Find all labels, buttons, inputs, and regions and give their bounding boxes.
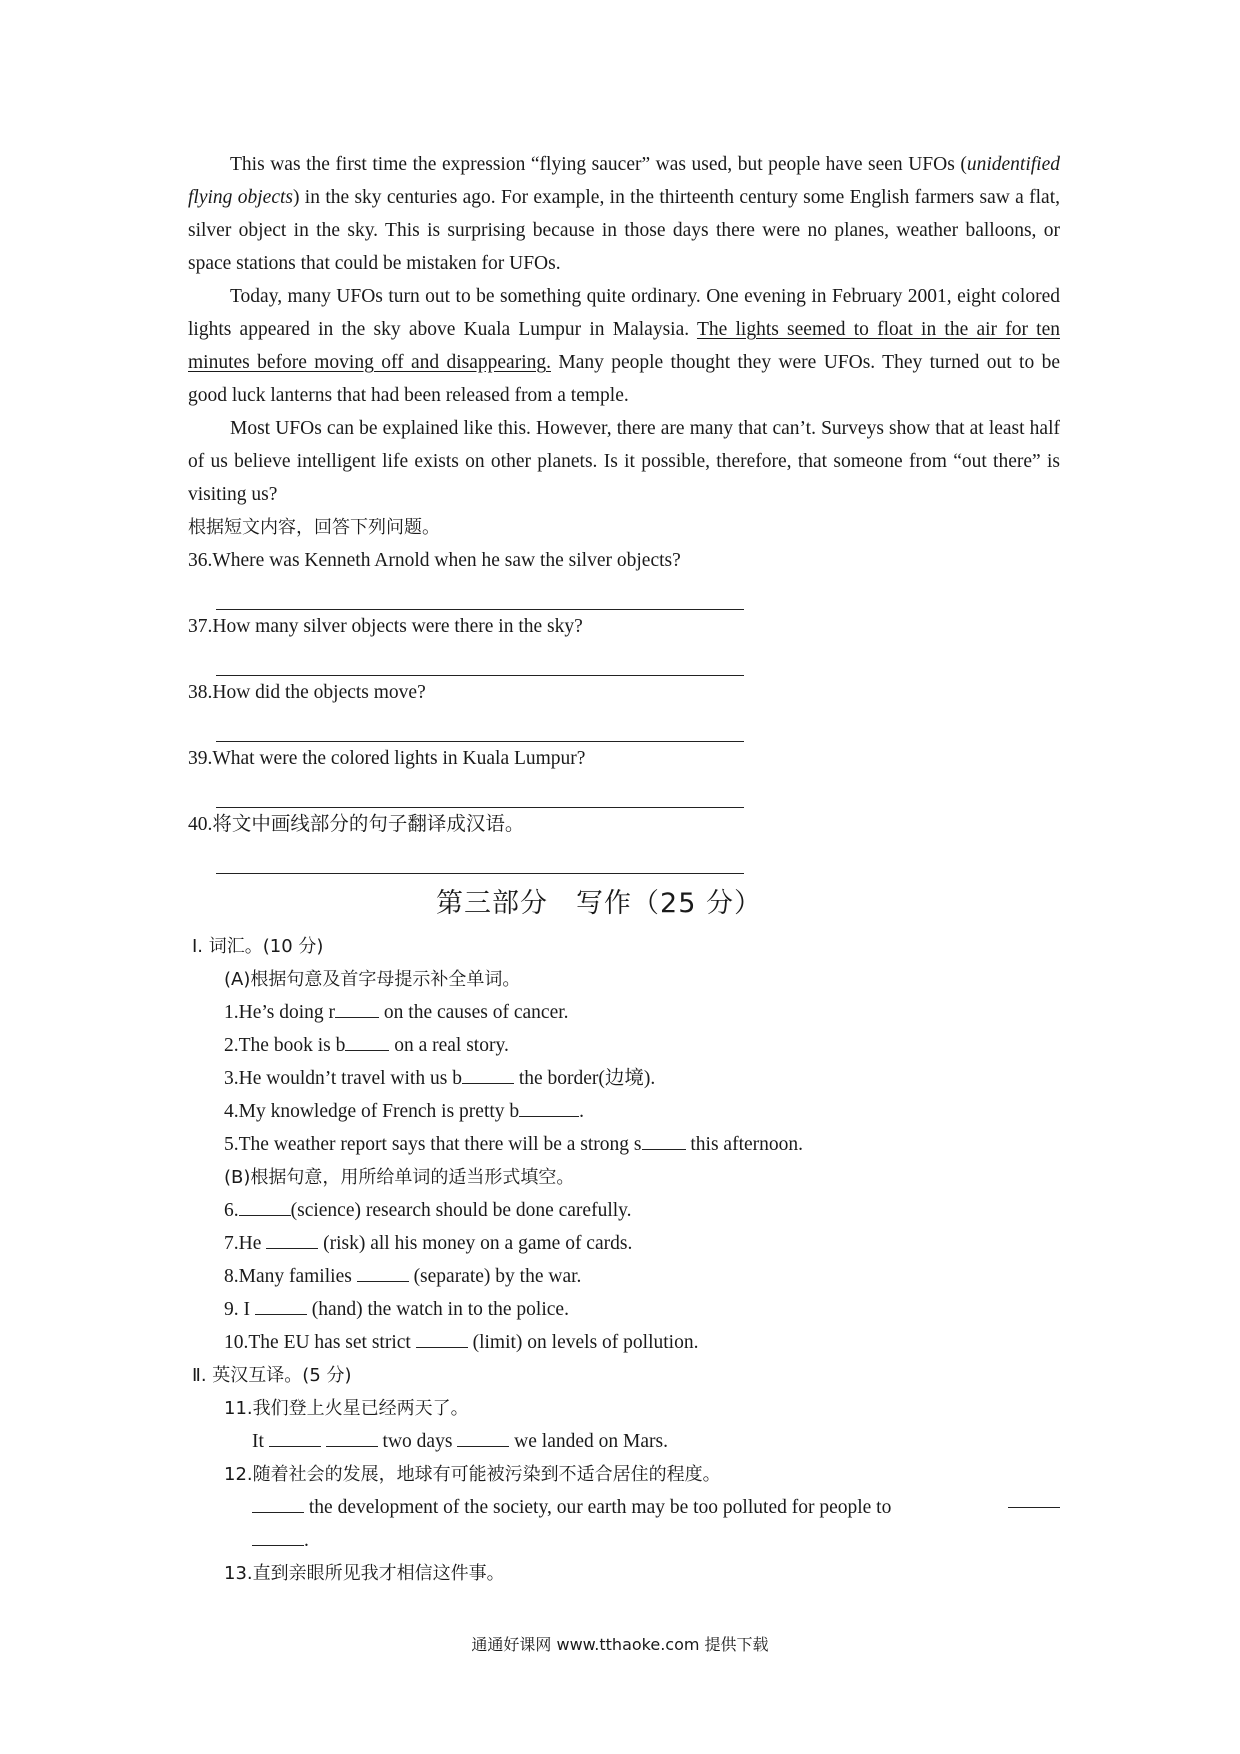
question-38: 38.How did the objects move? bbox=[188, 682, 426, 703]
vocab-item-9: 9. I (hand) the watch in to the police. bbox=[224, 1299, 569, 1320]
part1-b-heading: (B)根据句意，用所给单词的适当形式填空。 bbox=[224, 1167, 575, 1188]
vocab-item-4: 4.My knowledge of French is pretty b . bbox=[224, 1101, 585, 1122]
answer-line-36[interactable] bbox=[216, 577, 744, 610]
blank[interactable] bbox=[519, 1100, 579, 1117]
part1-a-heading: (A)根据句意及首字母提示补全单词。 bbox=[224, 969, 521, 990]
answer-line-40[interactable] bbox=[216, 841, 744, 874]
answer-line-38[interactable] bbox=[216, 709, 744, 742]
blank[interactable] bbox=[239, 1199, 291, 1216]
blank[interactable] bbox=[357, 1265, 409, 1282]
part1-heading: Ⅰ. 词汇。(10 分) bbox=[192, 936, 324, 957]
answer-line-39[interactable] bbox=[216, 775, 744, 808]
vocab-item-3: 3.He wouldn’t travel with us b the border(边境). bbox=[224, 1068, 656, 1089]
answer-line-37[interactable] bbox=[216, 643, 744, 676]
passage-paragraph-1: This was the first time the expression “flying saucer” was used, but people have seen UFOs (unidentified flying objects) in the sky centuries ago. For example, in the thirteenth century some English farmers saw a flat, silver object in the sky. This is surprising because in those days there were no planes, weather balloons, or space stations that could be mistaken for UFOs. bbox=[188, 154, 1060, 274]
vocab-item-7: 7.He (risk) all his money on a game of cards. bbox=[224, 1233, 633, 1254]
blank[interactable] bbox=[416, 1331, 468, 1348]
section-title: 第三部分 写作（25 分） bbox=[436, 888, 762, 919]
question-39: 39.What were the colored lights in Kuala Lumpur? bbox=[188, 748, 586, 769]
translation-item-11-en: It two days we landed on Mars. bbox=[252, 1431, 668, 1452]
vocab-item-5: 5.The weather report says that there will be a strong s this afternoon. bbox=[224, 1134, 804, 1155]
vocab-item-2: 2.The book is b on a real story. bbox=[224, 1035, 509, 1056]
vocab-item-6: 6. (science) research should be done carefully. bbox=[224, 1200, 632, 1221]
translation-item-12-cn: 12.随着社会的发展，地球有可能被污染到不适合居住的程度。 bbox=[224, 1464, 721, 1485]
footer-download-note: 通通好课网 www.tthaoke.com 提供下载 bbox=[471, 1635, 769, 1654]
blank[interactable] bbox=[642, 1133, 686, 1150]
translation-item-12-en-cont: . bbox=[188, 1524, 1060, 1557]
question-36: 36.Where was Kenneth Arnold when he saw the silver objects? bbox=[188, 550, 681, 571]
blank[interactable] bbox=[269, 1430, 321, 1447]
blank[interactable] bbox=[1008, 1491, 1060, 1508]
vocab-item-10: 10.The EU has set strict (limit) on levels of pollution. bbox=[224, 1332, 699, 1353]
vocab-item-8: 8.Many families (separate) by the war. bbox=[224, 1266, 582, 1287]
blank[interactable] bbox=[252, 1529, 304, 1546]
document-page bbox=[188, 148, 1060, 1590]
translation-item-13-cn: 13.直到亲眼所见我才相信这件事。 bbox=[224, 1563, 505, 1584]
vocab-item-1: 1.He’s doing r on the causes of cancer. bbox=[224, 1002, 569, 1023]
blank[interactable] bbox=[345, 1034, 389, 1051]
blank[interactable] bbox=[266, 1232, 318, 1249]
translation-item-11-cn: 11.我们登上火星已经两天了。 bbox=[224, 1398, 469, 1419]
part2-heading: Ⅱ. 英汉互译。(5 分) bbox=[192, 1365, 352, 1386]
blank[interactable] bbox=[457, 1430, 509, 1447]
question-40: 40.将文中画线部分的句子翻译成汉语。 bbox=[188, 814, 525, 835]
translation-item-12-en: the development of the society, our earth may be too polluted for people to bbox=[188, 1491, 1060, 1524]
blank[interactable] bbox=[335, 1001, 379, 1018]
passage-paragraph-2: Today, many UFOs turn out to be something quite ordinary. One evening in February 2001, eight colored lights appeared in the sky above Kuala Lumpur in Malaysia. The lights seemed to float in the air for ten minutes before moving off and disappearing. Many people thought they were UFOs. They turned out to be good luck lanterns that had been released from a temple. bbox=[188, 286, 1060, 406]
blank[interactable] bbox=[252, 1496, 304, 1513]
blank[interactable] bbox=[255, 1298, 307, 1315]
question-37: 37.How many silver objects were there in the sky? bbox=[188, 616, 583, 637]
blank[interactable] bbox=[462, 1067, 514, 1084]
reading-instruction: 根据短文内容，回答下列问题。 bbox=[188, 517, 440, 538]
passage-paragraph-3: Most UFOs can be explained like this. However, there are many that can’t. Surveys show that at least half of us believe intelligent life exists on other planets. Is it possible, therefore, that someone from “out there” is visiting us? bbox=[188, 418, 1060, 505]
underlined-sentence: The lights seemed to float in the air for ten minutes before moving off and disappearing. bbox=[188, 319, 1060, 373]
blank[interactable] bbox=[326, 1430, 378, 1447]
